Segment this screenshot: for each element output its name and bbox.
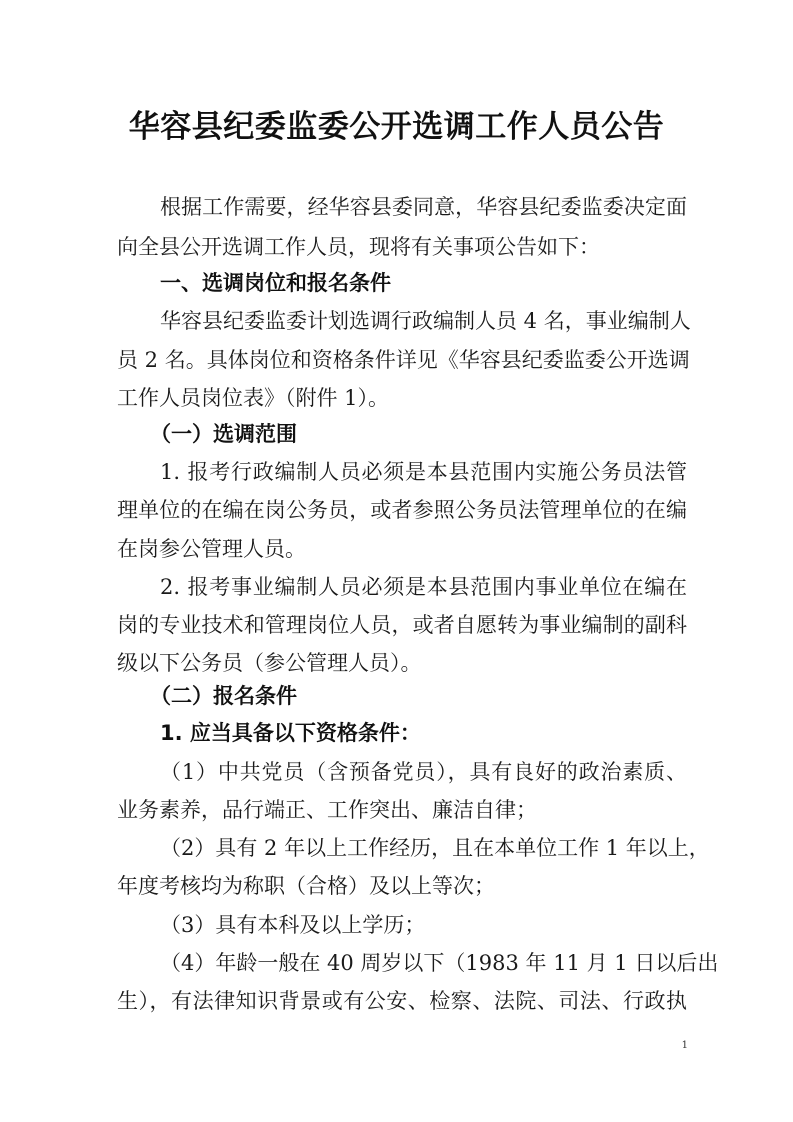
scope-item-1-line-1: 1. 报考行政编制人员必须是本县范围内实施公务员法管	[160, 460, 687, 484]
section-1-heading: 一、选调岗位和报名条件	[160, 271, 391, 295]
scope-heading: （一）选调范围	[150, 422, 297, 446]
condition-2-line-1: （2）具有 2 年以上工作经历，且在本单位工作 1 年以上，	[160, 836, 710, 860]
section-1-line-3: 工作人员岗位表》（附件 1）。	[117, 386, 390, 410]
scope-item-1-line-3: 在岗参公管理人员。	[117, 537, 306, 561]
condition-2-line-2: 年度考核均为称职（合格）及以上等次；	[117, 874, 495, 898]
document-title: 华容县纪委监委公开选调工作人员公告	[128, 109, 665, 145]
intro-line-2: 向全县公开选调工作人员，现将有关事项公告如下：	[117, 235, 600, 259]
section-1-line-1: 华容县纪委监委计划选调行政编制人员 4 名，事业编制人	[160, 309, 691, 333]
page-number: 1	[681, 1040, 688, 1051]
scope-item-2-line-1: 2. 报考事业编制人员必须是本县范围内事业单位在编在	[160, 575, 687, 599]
section-1-line-2: 员 2 名。具体岗位和资格条件详见《华容县纪委监委公开选调	[117, 348, 690, 372]
condition-3-line-1: （3）具有本科及以上学历；	[160, 913, 426, 937]
conditions-heading: （二）报名条件	[150, 684, 297, 708]
intro-line-1: 根据工作需要，经华容县委同意，华容县纪委监委决定面	[160, 195, 687, 219]
conditions-subheading: 1. 应当具备以下资格条件：	[160, 721, 421, 745]
condition-1-line-1: （1）中共党员（含预备党员），具有良好的政治素质、	[160, 760, 687, 784]
condition-4-line-2: 生），有法律知识背景或有公安、检察、法院、司法、行政执	[117, 989, 687, 1013]
scope-item-2-line-2: 岗的专业技术和管理岗位人员，或者自愿转为事业编制的副科	[117, 613, 687, 637]
scope-item-1-line-2: 理单位的在编在岗公务员，或者参照公务员法管理单位的在编	[117, 498, 687, 522]
condition-4-line-1: （4）年龄一般在 40 周岁以下（1983 年 11 月 1 日以后出	[160, 951, 719, 975]
condition-1-line-2: 业务素养，品行端正、工作突出、廉洁自律；	[117, 798, 537, 822]
scope-item-2-line-3: 级以下公务员（参公管理人员）。	[117, 651, 422, 675]
